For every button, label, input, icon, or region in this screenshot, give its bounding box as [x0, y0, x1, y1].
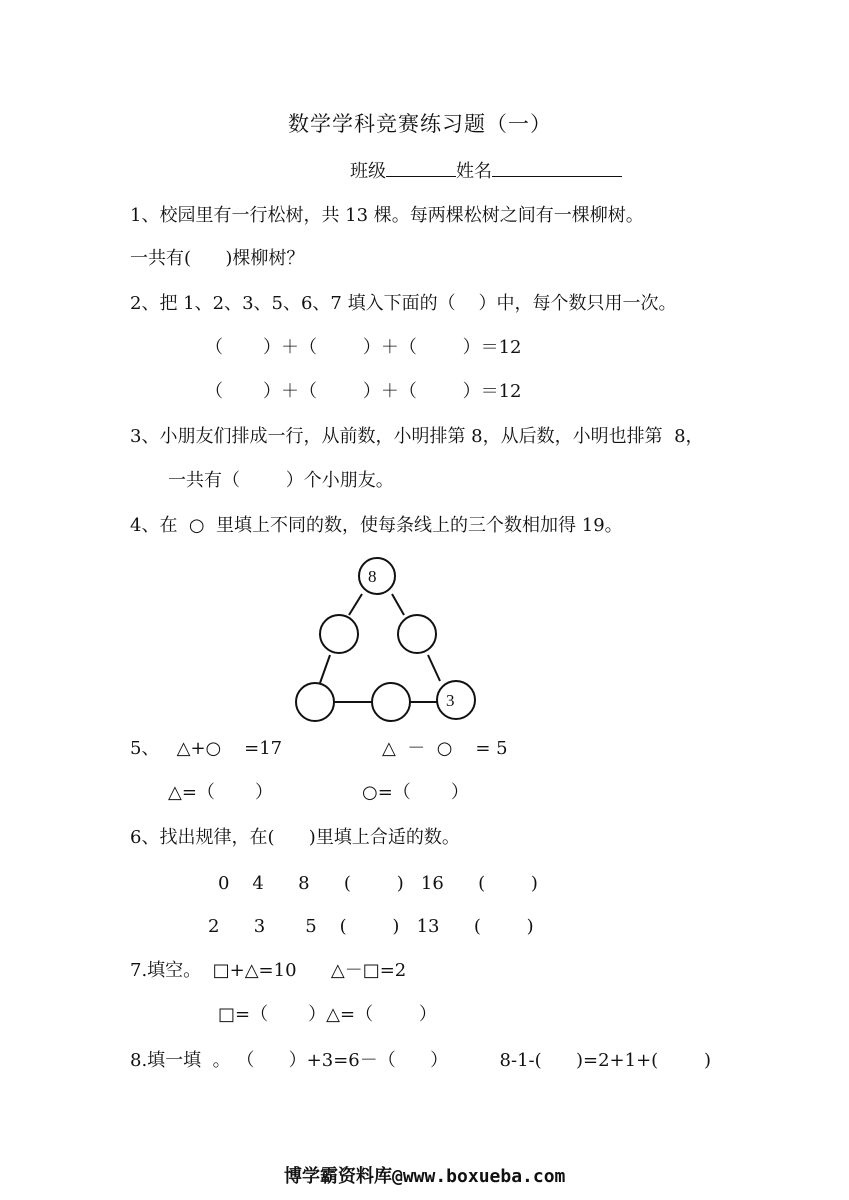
- q3-text: 3、小朋友们排成一行，从前数，小明排第 8，从后数，小明也排第 8，: [130, 426, 704, 447]
- bottom-right-circle[interactable]: [437, 681, 475, 719]
- top-circle-value: 8: [368, 567, 377, 586]
- q2-text: 2、把 1、2、3、5、6、7 填入下面的（ ）中，每个数只用一次。: [130, 293, 677, 314]
- left-mid-circle[interactable]: [320, 615, 358, 653]
- corner-circle-value: 3: [446, 691, 455, 710]
- q5-equation-1: 5、 △+○ =17: [130, 738, 283, 759]
- q7-text: 7.填空。 □+△=10 △－□=2: [130, 960, 407, 981]
- q2-row-1: （ ）＋（ ）＋（ ）＝12: [205, 337, 522, 358]
- q5-answer-triangle: △=（ ）: [168, 782, 273, 803]
- q1-text: 1、校园里有一行松树，共 13 棵。每两棵松树之间有一棵柳树。: [130, 205, 644, 226]
- q6-sequence-1: 0 4 8 ( ) 16 ( ): [218, 873, 538, 894]
- q8-text: 8.填一填 。 （ ）+3=6－（ ） 8-1-( )=2+1+( ): [130, 1050, 711, 1071]
- q5-answer-circle: ○=（ ）: [362, 782, 469, 803]
- bottom-left-circle[interactable]: [296, 683, 334, 721]
- edge-line: [392, 594, 404, 615]
- q6-sequence-2: 2 3 5 ( ) 13 ( ): [208, 916, 534, 937]
- q7-answers: □=（ ）△=（ ）: [218, 1004, 437, 1025]
- bottom-mid-circle[interactable]: [372, 683, 410, 721]
- q4-text: 4、在 ○ 里填上不同的数，使每条线上的三个数相加得 19。: [130, 515, 623, 536]
- q6-text: 6、找出规律，在( )里填上合适的数。: [130, 827, 460, 848]
- edge-line: [349, 594, 362, 615]
- name-label: 姓名: [456, 161, 492, 182]
- page-title: 数学学科竞赛练习题（一）: [288, 112, 552, 136]
- right-mid-circle[interactable]: [398, 615, 436, 653]
- top-circle[interactable]: [359, 558, 395, 594]
- q1-question: 一共有( )棵柳树？: [130, 248, 305, 269]
- q3-question: 一共有（ ）个小朋友。: [168, 470, 394, 491]
- q5-equation-2: △ － ○ = 5: [382, 738, 508, 759]
- class-label: 班级: [350, 161, 386, 182]
- footer-watermark: 博学霸资料库@www.boxueba.com: [284, 1166, 566, 1187]
- edge-line: [428, 655, 440, 681]
- edge-line: [320, 655, 330, 683]
- q2-row-2: （ ）＋（ ）＋（ ）＝12: [205, 381, 522, 402]
